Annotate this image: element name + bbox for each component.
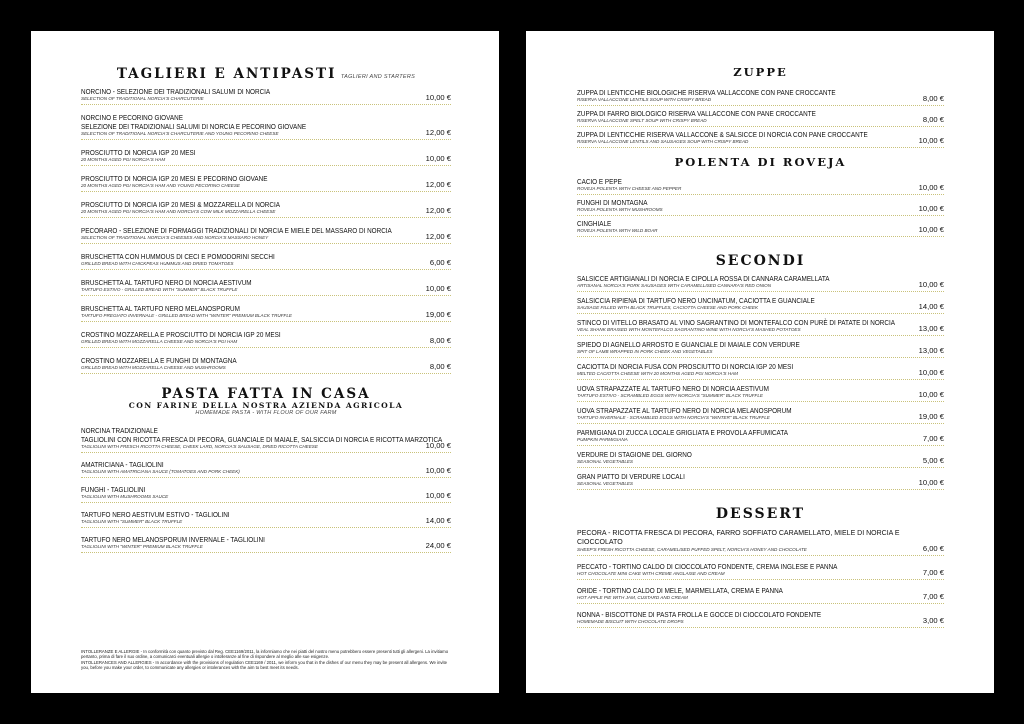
menu-item-price: 19,00 € — [425, 310, 451, 319]
menu-item — [577, 176, 944, 195]
menu-item-name: FUNGHI DI MONTAGNA — [577, 198, 648, 207]
section-title-dessert: DESSERT — [715, 506, 806, 522]
menu-item-price: 7,00 € — [922, 434, 944, 443]
menu-item-name: SPIEDO DI AGNELLO ARROSTO E GUANCIALE DI MAIALE CON VERDURE — [577, 340, 800, 349]
menu-item-price: 12,00 € — [425, 206, 451, 215]
menu-item-description: VEAL SHANK BRAISED WITH MONTEFALCO SAGRANTINO WINE WITH NORCIA'S MASHED POTATOES — [577, 327, 801, 332]
menu-item-description: GRILLED BREAD WITH CHICKPEAS HUMMUS AND DRIED TOMATOES — [81, 261, 234, 266]
menu-item-price: 12,00 € — [425, 180, 451, 189]
menu-item-price: 8,00 € — [922, 115, 944, 124]
menu-item-price: 10,00 € — [918, 136, 944, 145]
menu-item-price: 10,00 € — [425, 466, 451, 475]
menu-item-name: STINCO DI VITELLO BRASATO AL VINO SAGRANTINO DI MONTEFALCO CON PURÈ DI PATATE DI NORCIA — [577, 318, 895, 327]
menu-item-description: TAGLIOLINI WITH MUSHROOMS SAUCE — [81, 494, 169, 499]
menu-item-name: NORCINO - SELEZIONE DEI TRADIZIONALI SALUMI DI NORCIA — [81, 87, 271, 96]
section-title-pasta-line2: CON FARINE DELLA NOSTRA AZIENDA AGRICOLA — [128, 401, 404, 410]
zuppe-list — [577, 87, 944, 148]
menu-item — [81, 484, 451, 503]
menu-item-name: ORIDE - TORTINO CALDO DI MELE, MARMELLATA, CREMA E PANNA — [577, 586, 783, 595]
menu-item-price: 6,00 € — [429, 258, 451, 267]
allergy-note-line: INTOLLERANCES AND ALLERGIES - In accordance with the provisions of regulation CEE1169 / 2011, we inform you that in the dishes of our menu they may be present all allergens. We invite — [81, 659, 448, 665]
section-subtitle-pasta: HOMEMADE PASTA - WITH FLOUR OF OUR FARM — [195, 410, 337, 416]
taglieri-list — [81, 86, 451, 374]
menu-item — [81, 329, 451, 348]
secondi-list — [577, 273, 944, 490]
menu-item-price: 14,00 € — [918, 302, 944, 311]
menu-item-price: 10,00 € — [918, 225, 944, 234]
menu-item — [81, 173, 451, 192]
menu-item-description: RISERVA VALLACCONE LENTILS AND SAUSAGES SOUP WITH CRISPY BREAD — [577, 139, 749, 144]
menu-item-name: BRUSCHETTA CON HUMMOUS DI CECI E POMODORINI SECCHI — [81, 252, 275, 261]
menu-item-description: SPIT OF LAMB WRAPPED IN PORK CHEEK AND VEGETABLES — [577, 349, 713, 354]
menu-item-description: ARTISANAL NORCIA'S PORK SAUSAGES WITH CARAMELLISED CANNARA'S RED ONION — [577, 283, 772, 288]
menu-item — [577, 339, 944, 358]
menu-item-price: 10,00 € — [918, 478, 944, 487]
menu-item-price: 10,00 € — [425, 154, 451, 163]
allergy-note-line: pertanto, prima di fare il suo ordine, a comunicarci eventuali allergie o intolleranze al fine di rispondere al meglio alle sue esigenze. — [81, 654, 330, 660]
menu-item — [577, 561, 944, 580]
menu-item-description: 20 MONTHS AGED PGI NORCIA'S HAM — [81, 157, 166, 162]
menu-item-name: PECCATO - TORTINO CALDO DI CIOCCOLATO FONDENTE, CREMA INGLESE E PANNA — [577, 562, 838, 571]
menu-item-description: TARTUFO PREGIATO INVERNALE - GRILLED BREAD WITH "WINTER" PREMIUM BLACK TRUFFLE — [81, 313, 292, 318]
menu-item-name: GRAN PIATTO DI VERDURE LOCALI — [577, 472, 685, 481]
menu-item — [81, 225, 451, 244]
menu-item-name: PARMIGIANA DI ZUCCA LOCALE GRIGLIATA E PROVOLA AFFUMICATA — [577, 428, 788, 437]
menu-item — [577, 471, 944, 490]
section-title-secondi: SECONDI — [715, 253, 806, 269]
menu-item — [577, 129, 944, 148]
menu-item-name: ZUPPA DI FARRO BIOLOGICO RISERVA VALLACCONE CON PANE CROCCANTE — [577, 109, 816, 118]
menu-item-name: PROSCIUTTO DI NORCIA IGP 20 MESI & MOZZARELLA DI NORCIA — [81, 200, 280, 209]
menu-item — [577, 273, 944, 292]
menu-item — [577, 317, 944, 336]
menu-item-description: MELTED CACIOTTA CHEESE WITH 20 MONTHS AGED PGI NORCIA'S HAM — [577, 371, 738, 376]
menu-item-name: CINGHIALE — [577, 219, 612, 228]
menu-item-name: CROSTINO MOZZARELLA E PROSCIUTTO DI NORCIA IGP 20 MESI — [81, 330, 281, 339]
menu-item-name: PROSCIUTTO DI NORCIA IGP 20 MESI E PECORINO GIOVANE — [81, 174, 268, 183]
menu-item-name: SALSICCE ARTIGIANALI DI NORCIA E CIPOLLA ROSSA DI CANNARA CARAMELLATA — [577, 274, 830, 283]
menu-item — [81, 199, 451, 218]
section-title-zuppe: ZUPPE — [733, 65, 788, 79]
menu-item-price: 10,00 € — [918, 368, 944, 377]
menu-item-name: AMATRICIANA - TAGLIOLINI — [81, 460, 164, 469]
menu-item — [577, 383, 944, 402]
menu-item-description: TAGLIOLINI WITH AMATRICIANA SAUCE (TOMATOES AND PORK CHEEK) — [81, 469, 240, 474]
menu-page-left — [31, 31, 499, 693]
menu-item-price: 13,00 € — [918, 346, 944, 355]
section-title-taglieri: TAGLIERI E ANTIPASTI — [116, 66, 337, 82]
menu-item — [81, 509, 451, 528]
menu-item-description: 20 MONTHS AGED PGI NORCIA'S HAM AND YOUNG PECORINO CHEESE — [81, 183, 240, 188]
menu-item-description: SEASONAL VEGETABLES — [577, 459, 633, 464]
menu-item-name: SALSICCIA RIPIENA DI TARTUFO NERO UNCINATUM, CACIOTTA E GUANCIALE — [577, 296, 815, 305]
menu-item-description: ROVEJA POLENTA WITH CHEESE AND PEPPER — [577, 186, 682, 191]
section-title-pasta: PASTA FATTA IN CASA — [161, 386, 371, 402]
menu-item-price: 3,00 € — [922, 616, 944, 625]
menu-item-description: TARTUFO INVERNALE - SCRAMBLED EGGS WITH NORCIA'S "WINTER" BLACK TRUFFLE — [577, 415, 770, 420]
menu-item-description: RISERVA VALLACCONE SPELT SOUP WITH CRISPY BREAD — [577, 118, 707, 123]
menu-item-name: NORCINO E PECORINO GIOVANE — [81, 113, 183, 122]
menu-item — [81, 147, 451, 166]
allergy-note-line: INTOLLERANZE E ALLERGIE - In conformità con quanto previsto dal Reg. CEE1169/2011, la informiamo che nei piatti del nostro menu potrebbero essere presenti tutti gli allergeni. La invitiamo — [81, 649, 449, 654]
menu-item-description: ROVEJA POLENTA WITH MUSHROOMS — [577, 207, 663, 212]
menu-item — [577, 427, 944, 446]
menu-item-price: 24,00 € — [425, 541, 451, 550]
menu-item-name: NONNA - BISCOTTONE DI PASTA FROLLA E GOCCE DI CIOCCOLATO FONDENTE — [577, 610, 822, 619]
menu-item-price: 12,00 € — [425, 232, 451, 241]
menu-item-description: GRILLED BREAD WITH MOZZARELLA CHEESE AND NORCIA'S PGI HAM — [81, 339, 238, 344]
menu-page-right — [526, 31, 994, 693]
menu-item-name: UOVA STRAPAZZATE AL TARTUFO NERO DI NORCIA AESTIVUM — [577, 384, 769, 393]
menu-item — [81, 112, 451, 140]
menu-item-price: 10,00 € — [918, 390, 944, 399]
menu-item-price: 8,00 € — [429, 336, 451, 345]
menu-item — [577, 361, 944, 380]
menu-item-name: BRUSCHETTA AL TARTUFO NERO MELANOSPORUM — [81, 304, 240, 313]
menu-item-price: 10,00 € — [918, 280, 944, 289]
menu-item-price: 10,00 € — [425, 93, 451, 102]
menu-item — [81, 277, 451, 296]
allergy-notes — [81, 649, 459, 670]
menu-item-name: FUNGHI - TAGLIOLINI — [81, 485, 146, 494]
menu-item-price: 12,00 € — [425, 128, 451, 137]
menu-item-price: 10,00 € — [425, 491, 451, 500]
menu-item-name: CACIO E PEPE — [577, 177, 622, 186]
menu-item-name: TARTUFO NERO MELANOSPORUM INVERNALE - TAGLIOLINI — [81, 535, 265, 544]
menu-item-name-line2: SELEZIONE DEI TRADIZIONALI SALUMI DI NORCIA E PECORINO GIOVANE — [81, 122, 307, 131]
menu-item — [81, 86, 451, 105]
dessert-list — [577, 528, 944, 628]
section-subtitle-taglieri: TAGLIERI AND STARTERS — [340, 74, 416, 80]
menu-item-description: TAGLIOLINI WITH FRESCH RICOTTA CHEESE, CHEEK LARD, NORCIA'S SAUSAGE, DRIED RICOTTA CHEESE — [81, 444, 318, 449]
menu-item-description: HOT APPLE PIE WITH JAM, CUSTARD AND CREAM — [577, 595, 688, 600]
menu-item-name: VERDURE DI STAGIONE DEL GIORNO — [577, 450, 692, 459]
menu-item-description: TAGLIOLINI WITH "SUMMER" BLACK TRUFFLE — [81, 519, 183, 524]
menu-item-price: 10,00 € — [425, 284, 451, 293]
menu-item-price: 19,00 € — [918, 412, 944, 421]
menu-item-description: TARTUFO ESTIVO - SCRAMBLED EGGS WITH NORCIA'S "SUMMER" BLACK TRUFFLE — [577, 393, 763, 398]
menu-item — [81, 355, 451, 374]
menu-item-name: CACIOTTA DI NORCIA FUSA CON PROSCIUTTO DI NORCIA IGP 20 MESI — [577, 362, 794, 371]
menu-item-price: 10,00 € — [918, 183, 944, 192]
menu-item — [577, 528, 944, 556]
pasta-list — [81, 425, 451, 553]
menu-item-price: 14,00 € — [425, 516, 451, 525]
menu-item-price: 5,00 € — [922, 456, 944, 465]
menu-item-price: 10,00 € — [425, 441, 451, 450]
menu-item-description: ROVEJA POLENTA WITH WILD BOAR — [577, 228, 658, 233]
menu-item-name: UOVA STRAPAZZATE AL TARTUFO NERO DI NORCIA MELANOSPORUM — [577, 406, 792, 415]
menu-item-price: 13,00 € — [918, 324, 944, 333]
menu-item-name: CROSTINO MOZZARELLA E FUNGHI DI MONTAGNA — [81, 356, 237, 365]
menu-item-description: TAGLIOLINI WITH "WINTER" PREMIUM BLACK TRUFFLE — [81, 544, 203, 549]
menu-item-price: 8,00 € — [922, 94, 944, 103]
menu-item-name: ZUPPA DI LENTICCHIE BIOLOGICHE RISERVA VALLACCONE CON PANE CROCCANTE — [577, 88, 836, 97]
menu-item-description: SHEEP'S FRESH RICOTTA CHEESE, CARAMELISED PUFFED SPELT, NORCIA'S HONEY AND CHOCOLATE — [577, 547, 807, 552]
menu-item-name: BRUSCHETTA AL TARTUFO NERO DI NORCIA AESTIVUM — [81, 278, 252, 287]
menu-item — [577, 609, 944, 628]
menu-item-price: 6,00 € — [922, 544, 944, 553]
menu-item — [81, 534, 451, 553]
menu-item-name: PECORARO - SELEZIONE DI FORMAGGI TRADIZIONALI DI NORCIA E MIELE DEL MASSARO DI NORCIA — [81, 226, 392, 235]
menu-item-name: PECORA - RICOTTA FRESCA DI PECORA, FARRO SOFFIATO CARAMELLATO, MIELE DI NORCIA E CIOCCOLATO — [577, 530, 900, 546]
polenta-list — [577, 176, 944, 237]
menu-item-description: SELECTION OF TRADITIONAL NORCIA'S CHARCUTERIE — [81, 96, 204, 101]
menu-item-description: HOMEMADE BISCUIT WITH CHOCOLATE DROPS — [577, 619, 684, 624]
allergy-note-line: you, before you make your order, to communicate any allergies or intolerances with the aim to best meet its needs. — [81, 664, 299, 670]
menu-item-price: 7,00 € — [922, 568, 944, 577]
menu-item-description: GRILLED BREAD WITH MOZZARELLA CHEESE AND MUSHROOMS — [81, 365, 226, 370]
menu-item-name-line2: TAGLIOLINI CON RICOTTA FRESCA DI PECORA, GUANCIALE DI MAIALE, SALSICCIA DI NORCIA E RICOTTA MARZOTICA — [81, 435, 443, 444]
menu-item — [81, 303, 451, 322]
menu-item-description: 20 MONTHS AGED PGI NORCIA'S HAM AND NORCIA'S COW MILK MOZZARELLA CHEESE — [81, 209, 276, 214]
menu-item-price: 8,00 € — [429, 362, 451, 371]
menu-item-price: 7,00 € — [922, 592, 944, 601]
menu-item — [81, 459, 451, 478]
menu-item — [577, 87, 944, 106]
menu-item — [577, 218, 944, 237]
section-title-polenta: POLENTA DI ROVEJA — [674, 155, 847, 169]
menu-item-description: SAUSAGE FILLED WITH BLACK TRUFFLES, CACIOTTA CHEESE AND PORK CHEEK — [577, 305, 759, 310]
menu-item-name: NORCINA TRADIZIONALE — [81, 426, 158, 435]
menu-item — [577, 449, 944, 468]
menu-item-description: SEASONAL VEGETABLES — [577, 481, 633, 486]
menu-item-price: 10,00 € — [918, 204, 944, 213]
menu-item-name: TARTUFO NERO AESTIVUM ESTIVO - TAGLIOLINI — [81, 510, 230, 519]
menu-item — [81, 251, 451, 270]
menu-item-description: HOT CHOCOLATE MINI CAKE WITH CREME ANGLAISE AND CREAM — [577, 571, 725, 576]
menu-item — [577, 108, 944, 127]
menu-item-name: ZUPPA DI LENTICCHIE RISERVA VALLACCONE & SALSICCE DI NORCIA CON PANE CROCCANTE — [577, 130, 868, 139]
menu-item — [577, 295, 944, 314]
menu-item — [577, 405, 944, 424]
menu-item-description: TARTUFO ESTIVO - GRILLED BREAD WITH "SUMMER" BLACK TRUFFLE — [81, 287, 238, 292]
menu-item — [81, 425, 451, 453]
menu-item-description: SELECTION OF TRADITIONAL NORCIA'S CHEESES AND NORCIA'S MASSARO HONEY — [81, 235, 269, 240]
menu-item-name: PROSCIUTTO DI NORCIA IGP 20 MESI — [81, 148, 196, 157]
taglieri-header — [81, 65, 451, 83]
menu-item-description: RISERVA VALLACCONE LENTILS SOUP WITH CRISPY BREAD — [577, 97, 712, 102]
menu-item-description: PUMPKIN PARMIGIANA — [577, 437, 628, 442]
menu-item — [577, 585, 944, 604]
menu-item — [577, 197, 944, 216]
menu-item-description: SELECTION OF TRADITIONAL NORCIA'S CHARCUTERIE AND YOUNG PECORINO CHEESE — [81, 131, 279, 136]
